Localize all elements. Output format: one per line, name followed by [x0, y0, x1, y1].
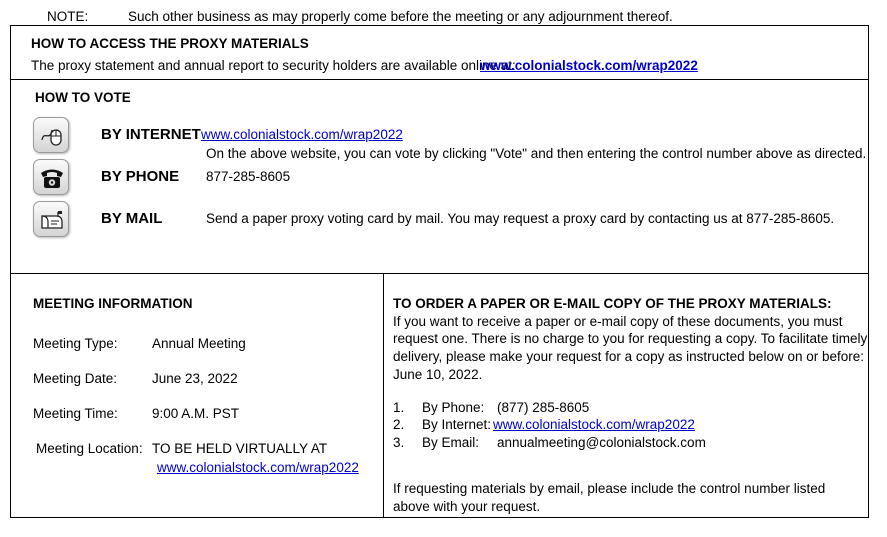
order-para-line: delivery, please make your request for a copy as instructed below on or before: [393, 349, 864, 364]
vote-mail-label: BY MAIL [101, 210, 163, 227]
meeting-heading: MEETING INFORMATION [33, 296, 193, 311]
order-item-label: By Phone: [422, 400, 485, 415]
order-para-line: request one. There is no charge to you for requesting a copy. To facilitate timely [393, 331, 868, 346]
order-email-value: annualmeeting@colonialstock.com [497, 435, 706, 450]
vote-internet-label: BY INTERNET [101, 126, 201, 143]
meeting-time-label: Meeting Time: [33, 406, 118, 421]
order-phone-value: (877) 285-8605 [497, 400, 590, 415]
order-heading: TO ORDER A PAPER OR E-MAIL COPY OF THE PROXY MATERIALS: [393, 296, 832, 311]
order-item-num: 3. [393, 435, 405, 450]
order-internet-link[interactable]: www.colonialstock.com/wrap2022 [493, 417, 695, 432]
meeting-location-label: Meeting Location: [36, 441, 143, 456]
meeting-location-value: TO BE HELD VIRTUALLY AT [152, 441, 328, 456]
order-item-label: By Email: [422, 435, 480, 450]
telephone-icon [33, 159, 69, 195]
meeting-date-value: June 23, 2022 [152, 371, 238, 386]
vote-phone-number: 877-285-8605 [206, 169, 291, 184]
vote-phone-label: BY PHONE [101, 168, 180, 185]
mouse-icon [33, 117, 69, 153]
access-text: The proxy statement and annual report to security holders are available online at: [31, 58, 516, 73]
meeting-location-link[interactable]: www.colonialstock.com/wrap2022 [157, 460, 359, 475]
vote-mail-detail: Send a paper proxy voting card by mail. You may request a proxy card by contacting us at 877-285-8605. [206, 211, 835, 226]
note-label: NOTE: [47, 9, 89, 24]
order-item-num: 2. [393, 417, 405, 432]
meeting-date-label: Meeting Date: [33, 371, 118, 386]
access-link[interactable]: www.colonialstock.com/wrap2022 [480, 58, 698, 73]
order-footer-line: If requesting materials by email, please include the control number listed [393, 481, 826, 496]
order-item-num: 1. [393, 400, 405, 415]
note-text: Such other business as may properly come before the meeting or any adjournment thereof. [128, 9, 673, 24]
vote-internet-detail: On the above website, you can vote by clicking "Vote" and then entering the control number above as directed. [206, 146, 867, 161]
vote-internet-link[interactable]: www.colonialstock.com/wrap2022 [201, 127, 403, 142]
vote-heading: HOW TO VOTE [35, 90, 131, 105]
order-footer-line: above with your request. [393, 499, 541, 514]
order-para-line: If you want to receive a paper or e-mail copy of these documents, you must [393, 314, 843, 329]
order-item-label: By Internet: [422, 417, 492, 432]
mailbox-icon [33, 201, 69, 237]
order-para-line: June 10, 2022. [393, 367, 483, 382]
meeting-type-value: Annual Meeting [152, 336, 246, 351]
meeting-type-label: Meeting Type: [33, 336, 118, 351]
access-heading: HOW TO ACCESS THE PROXY MATERIALS [31, 36, 309, 51]
meeting-time-value: 9:00 A.M. PST [152, 406, 240, 421]
